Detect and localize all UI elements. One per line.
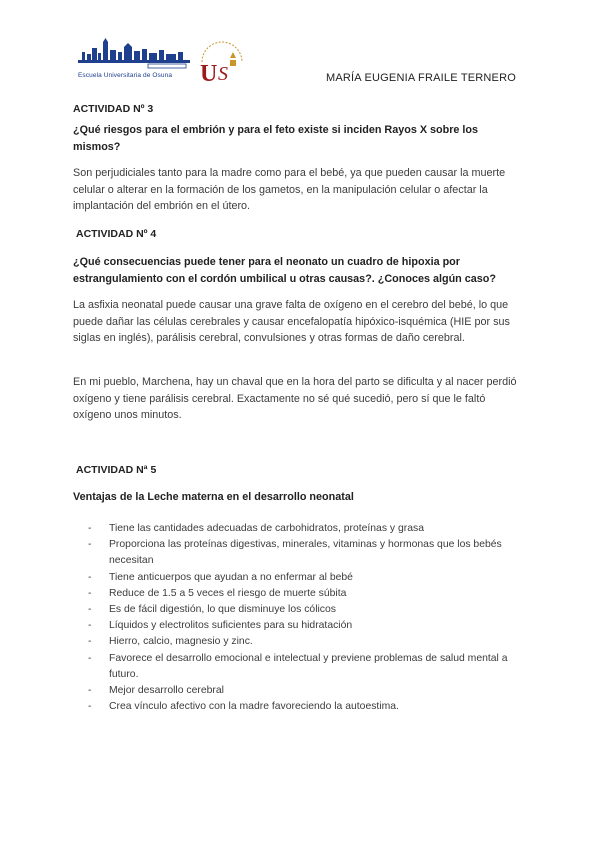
list-bullet: - xyxy=(88,685,92,697)
university-seal-icon xyxy=(196,40,248,84)
list-item: - Líquidos y electrolitos suficientes para su hidratación xyxy=(88,618,528,634)
list-item: - Proporciona las proteínas digestivas, minerales, vitaminas y hormonas que los bebés necesitan xyxy=(88,539,502,567)
activity-4-answer-1: La asfixia neonatal puede causar una grave falta de oxígeno en el cerebro del bebé, lo que puede dañar las células cerebrales y causar encefalopatía hipóxico-isquémica (HIE por sus siglas en inglés), parálisis cerebral, convulsiones y otras formas de daño cerebral. xyxy=(73,299,510,344)
activity-5-heading: ACTIVIDAD Nª 5 xyxy=(76,464,157,476)
list-bullet: - xyxy=(88,587,92,599)
building-icon xyxy=(78,38,190,72)
list-bullet: - xyxy=(88,539,92,551)
list-bullet: - xyxy=(88,604,92,616)
escuela-osuna-logo xyxy=(78,38,190,84)
list-item: - Tiene las cantidades adecuadas de carbohidratos, proteínas y grasa xyxy=(88,521,528,537)
activity-4-heading: ACTIVIDAD Nº 4 xyxy=(76,228,157,240)
list-item: - Hierro, calcio, magnesio y zinc. xyxy=(88,634,528,650)
activity-3-heading: ACTIVIDAD Nº 3 xyxy=(73,103,154,115)
breast-milk-benefits-list xyxy=(88,521,528,715)
list-bullet: - xyxy=(88,701,92,713)
list-bullet: - xyxy=(88,636,92,648)
activity-3-answer: Son perjudiciales tanto para la madre como para el bebé, ya que pueden causar la muerte celular o alterar en la formación de los gametos, en la manipulación celular o afectar la implantación del embrión en el útero. xyxy=(73,167,506,212)
list-bullet: - xyxy=(88,652,92,664)
svg-text:U: U xyxy=(200,61,218,84)
svg-text:S: S xyxy=(218,63,228,84)
list-item: - Favorece el desarrollo emocional e intelectual y previene problemas de salud mental a futuro. xyxy=(88,652,508,680)
list-item: - Mejor desarrollo cerebral xyxy=(88,683,528,699)
list-item: - Es de fácil digestión, lo que disminuye los cólicos xyxy=(88,602,528,618)
list-bullet: - xyxy=(88,571,92,583)
author-name: MARÍA EUGENIA FRAILE TERNERO xyxy=(326,72,516,84)
list-bullet: - xyxy=(88,620,92,632)
activity-3-question: ¿Qué riesgos para el embrión y para el feto existe si inciden Rayos X sobre los mismos? xyxy=(73,124,479,153)
list-item: - Tiene anticuerpos que ayudan a no enfermar al bebé xyxy=(88,570,528,586)
list-item: - Reduce de 1.5 a 5 veces el riesgo de muerte súbita xyxy=(88,586,528,602)
activity-4-question: ¿Qué consecuencias puede tener para el neonato un cuadro de hipoxia por estrangulamiento con el cordón umbilical u otras causas?. ¿Conoces algún caso? xyxy=(73,256,496,285)
activity-4-answer-2: En mi pueblo, Marchena, hay un chaval que en la hora del parto se dificulta y al nacer perdió oxígeno y tiene parálisis cerebral. Exactamente no sé qué sucedió, pero sí que le faltó oxígeno unos minutos. xyxy=(73,376,517,421)
activity-5-subtitle: Ventajas de la Leche materna en el desarrollo neonatal xyxy=(73,491,354,503)
escuela-logo-caption: Escuela Universitaria de Osuna xyxy=(78,72,173,79)
list-bullet: - xyxy=(88,523,92,534)
list-item: - Crea vínculo afectivo con la madre favoreciendo la autoestima. xyxy=(88,699,528,715)
universidad-sevilla-logo xyxy=(196,40,248,84)
